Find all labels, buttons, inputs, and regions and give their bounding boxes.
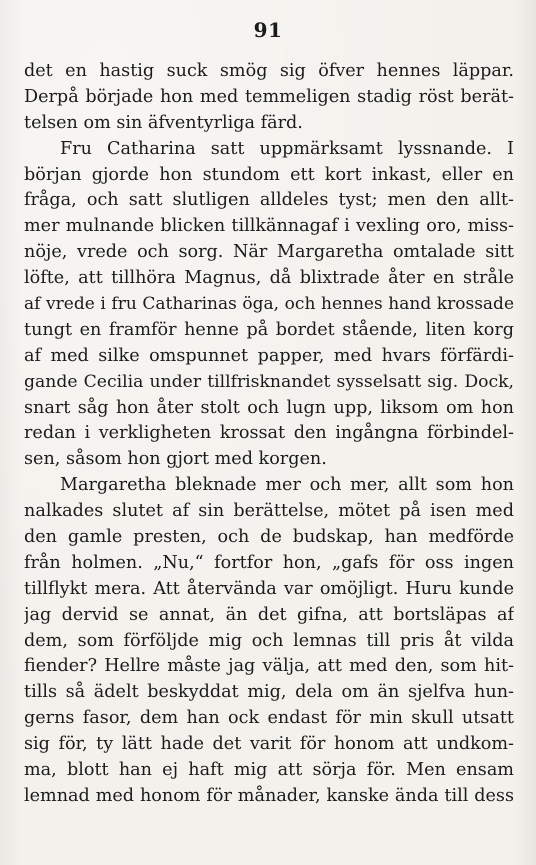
text-line: början gjorde hon stundom ett kort inkast, eller en [24,164,514,185]
text-line: fråga, och satt slutligen alldeles tyst; men den allt- [24,190,514,211]
text-line: snart såg hon åter stolt och lugn upp, liksom om hon [24,397,514,418]
text-line: tillflykt mera. Att återvända var omöjligt. Huru kunde [24,578,514,599]
text-line: ma, blott han ej haft mig att sörja för. Men ensam [24,760,514,781]
text-line: lemnad med honom för månader, kanske ända till dess [24,785,514,806]
text-line: fiender? Hellre måste jag välja, att med den, som hit- [24,656,514,677]
text-line: af med silke omspunnet papper, med hvars förfärdi- [24,345,514,366]
text-line: telsen om sin äfventyrliga färd. [24,112,303,133]
text-line: gande Cecilia under tillfrisknandet sysselsatt sig. Dock, [24,371,514,392]
text-line: Margaretha bleknade mer och mer, allt som hon [60,475,514,496]
text-line: Derpå började hon med temmeligen stadig röst berät- [24,86,514,107]
text-line: redan i verkligheten krossat den ingångna förbindel- [24,423,514,444]
text-line: af vrede i fru Catharinas öga, och hennes hand krossade [24,294,514,315]
page-number: 91 [253,18,283,42]
text-line: dem, som förföljde mig och lemnas till pris åt vilda [24,630,514,651]
text-line: mer mulnande blicken tillkännagaf i vexling oro, miss- [24,216,514,237]
text-line: det en hastig suck smög sig öfver hennes läppar. [24,61,514,81]
text-line: den gamle presten, och de budskap, han medförde [24,527,514,548]
body-text [24,59,514,810]
text-line: jag dervid se annat, än det gifna, att bortsläpas af [24,604,514,625]
text-line: gerns fasor, dem han ock endast för min skull utsatt [24,708,514,729]
text-line: Fru Catharina satt uppmärksamt lyssnande. I [60,138,514,159]
text-line: nöje, vrede och sorg. När Margaretha omtalade sitt [24,242,514,263]
text-line: sig för, ty lätt hade det varit för honom att undkom- [24,734,514,755]
text-line: tungt en framför henne på bordet stående, liten korg [24,319,514,340]
text-line: från holmen. „Nu,“ fortfor hon, „gafs för oss ingen [24,552,514,573]
text-line: nalkades slutet af sin berättelse, mötet på isen med [24,501,514,522]
text-line: tills så ädelt beskyddat mig, dela om än sjelfva hun- [24,682,514,703]
text-line: sen, såsom hon gjort med korgen. [24,449,327,470]
text-line: löfte, att tillhöra Magnus, då blixtrade åter en stråle [24,268,514,289]
